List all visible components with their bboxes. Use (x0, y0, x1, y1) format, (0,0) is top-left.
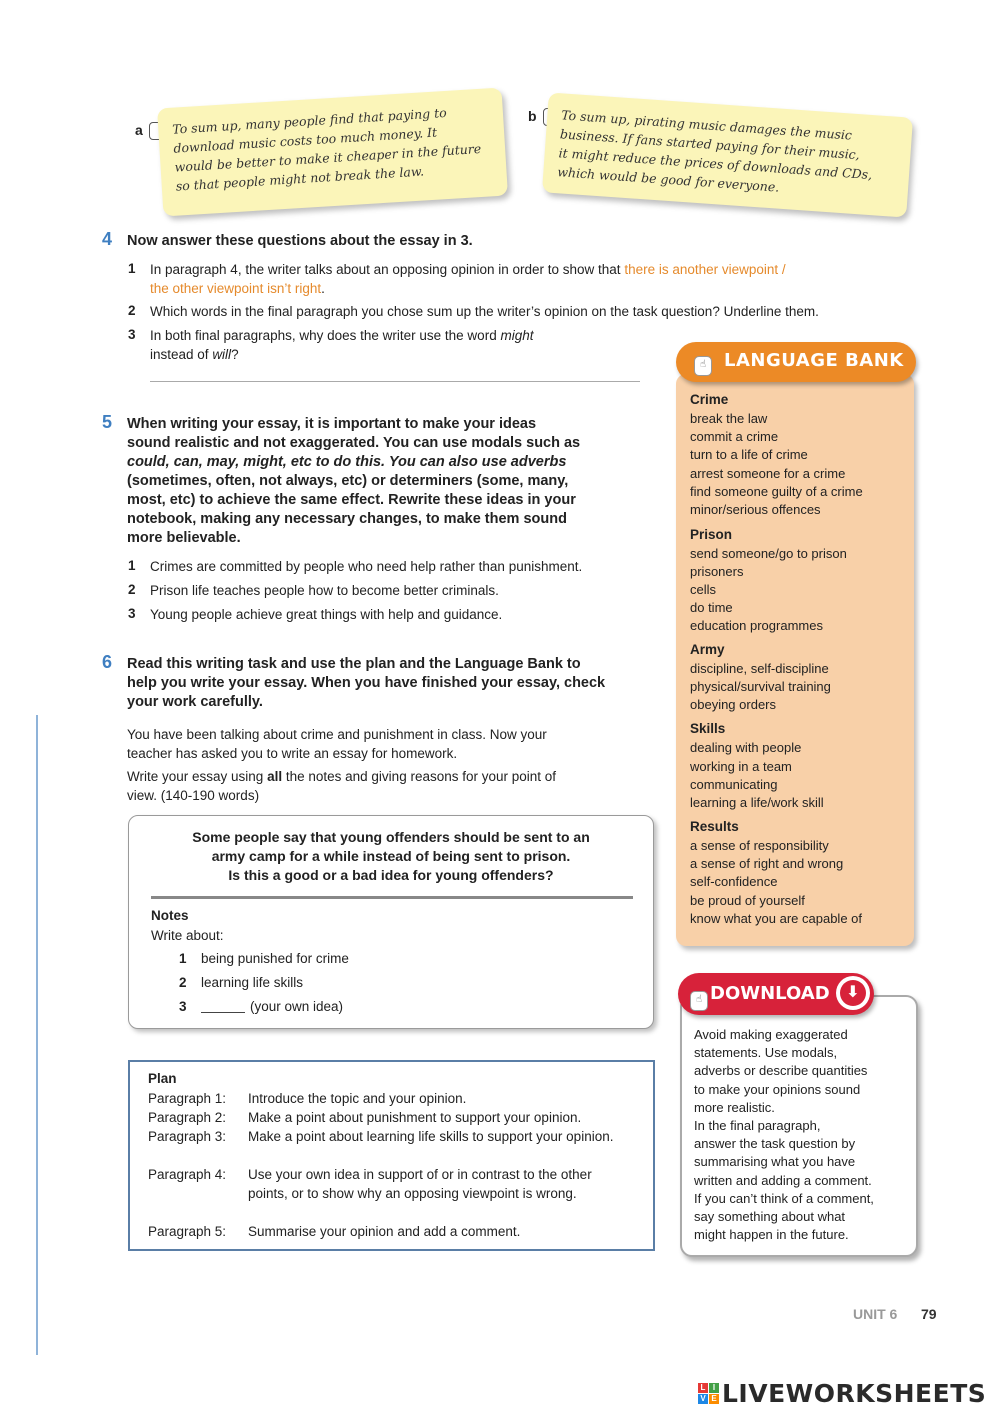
page-number: 79 (921, 1306, 937, 1322)
task-question-line: Is this a good or a bad idea for young offenders? (228, 867, 554, 883)
ex6-instruction-line2: view. (140-190 words) (127, 788, 260, 803)
lb-item: cells (690, 582, 717, 597)
note-number: 2 (179, 975, 187, 990)
brand-name: LIVEWORKSHEETS (722, 1378, 987, 1408)
lb-item: a sense of right and wrong (690, 856, 844, 871)
note-number: 1 (179, 951, 187, 966)
lb-item: dealing with people (690, 740, 802, 755)
plan-box (128, 1060, 655, 1251)
note-number: 3 (179, 999, 187, 1014)
lb-item: prisoners (690, 564, 744, 579)
lb-category: Prison (690, 527, 733, 542)
task-box (128, 815, 654, 1029)
plan-row-label: Paragraph 3: (148, 1129, 227, 1144)
plan-row-label: Paragraph 1: (148, 1091, 227, 1106)
plan-row-label: Paragraph 2: (148, 1110, 227, 1125)
lb-item: commit a crime (690, 429, 779, 444)
liveworksheets-brand (698, 1378, 986, 1408)
plan-row-text: Make a point about punishment to support your opinion. (248, 1110, 582, 1125)
ex4-q3-number: 3 (128, 327, 136, 342)
download-tab (678, 973, 874, 1015)
exercise-5-number: 5 (102, 412, 113, 432)
ex6-context-line: teacher has asked you to write an essay for homework. (127, 746, 458, 761)
ex4-q3-answer-line[interactable] (150, 381, 640, 382)
ex6-context-paragraph (127, 725, 667, 763)
ex5-heading-line: sound realistic and not exaggerated. You can use modals such as (127, 435, 581, 451)
lb-item: physical/survival training (690, 679, 831, 694)
lb-item: send someone/go to prison (690, 546, 847, 561)
ex4-q3-word-might: might (500, 328, 534, 343)
option-b-text: To sum up, pirating music damages the music business. If fans started paying for their music, it might reduce the prices of downloads and CDs, which would be good for everyone. (556, 107, 873, 195)
ex5-item-number: 3 (128, 606, 136, 621)
task-question-line: Some people say that young offenders should be sent to an (192, 829, 590, 845)
download-arrow-icon: ⬇ (836, 976, 870, 1010)
ex5-item-number: 2 (128, 582, 136, 597)
margin-rule (36, 715, 38, 1355)
ex6-heading-line: help you write your essay. When you have finished your essay, check (127, 675, 606, 691)
logo-letter: I (709, 1383, 719, 1393)
ex4-q1-text (150, 260, 920, 298)
lb-item: education programmes (690, 618, 823, 633)
ex4-q2-number: 2 (128, 303, 136, 318)
pointer-hand-icon: ☝ (694, 356, 712, 376)
ex5-heading-line: more believable. (127, 530, 241, 546)
note-text: (your own idea) (250, 999, 344, 1014)
ex6-instruction-a: Write your essay using (127, 769, 264, 784)
notes-title: Notes (151, 908, 189, 923)
download-title: DOWNLOAD (710, 983, 830, 1004)
option-b-letter: b (528, 108, 537, 124)
lb-item: arrest someone for a crime (690, 466, 846, 481)
language-bank-tab (676, 342, 916, 382)
ex6-instruction-paragraph (127, 767, 667, 805)
lb-item: be proud of yourself (690, 893, 805, 908)
lb-item: minor/serious offences (690, 502, 821, 517)
lb-item: learning a life/work skill (690, 795, 824, 810)
ex5-item-text: Crimes are committed by people who need help rather than punishment. (150, 559, 583, 574)
unit-label: UNIT 6 (853, 1306, 898, 1322)
lb-item: find someone guilty of a crime (690, 484, 863, 499)
ex5-item-text: Young people achieve great things with help and guidance. (150, 607, 503, 622)
ex6-context-line: You have been talking about crime and punishment in class. Now your (127, 727, 547, 742)
ex5-item-text: Prison life teaches people how to become better criminals. (150, 583, 499, 598)
ex5-heading-line: When writing your essay, it is important to make your ideas (127, 416, 537, 432)
ex4-q1-stem: In paragraph 4, the writer talks about an opposing opinion in order to show that (150, 262, 621, 277)
logo-letter: E (709, 1394, 719, 1404)
ex6-instruction-b: the notes and giving reasons for your point of (285, 769, 557, 784)
option-a-letter: a (135, 122, 143, 138)
ex4-q1-number: 1 (128, 261, 136, 276)
logo-letter: V (698, 1394, 708, 1404)
lb-category: Army (690, 642, 725, 657)
task-divider (151, 896, 633, 899)
ex4-q3-stem-b: instead of (150, 347, 209, 362)
exercise-4-number: 4 (102, 229, 113, 249)
lb-item: working in a team (690, 759, 792, 774)
lb-category: Crime (690, 392, 729, 407)
exercise-5-heading (127, 415, 657, 548)
ex5-heading-line: most, etc) to achieve the same effect. Rewrite these ideas in your (127, 492, 576, 508)
plan-row-text: Introduce the topic and your opinion. (248, 1091, 467, 1106)
ex5-heading-line: (sometimes, often, not always, etc) or determiners (some, many, (127, 473, 569, 489)
ex4-q3-word-will: will (212, 347, 232, 362)
lb-item: do time (690, 600, 733, 615)
option-a-text: To sum up, many people find that paying to download music costs too much money. It would be better to make it cheaper in the future so that people might not break the law. (171, 104, 482, 194)
pointer-hand-icon: ☝ (690, 991, 708, 1011)
ex5-heading-line: could, can, may, might, etc to do this. You can also use adverbs (127, 454, 567, 470)
ex4-q2-text: Which words in the final paragraph you chose sum up the writer’s opinion on the task question? Underline them. (150, 304, 819, 319)
note-blank-line[interactable] (201, 1012, 245, 1013)
ex6-heading-line: your work carefully. (127, 694, 263, 710)
ex4-q3-end: ? (231, 347, 239, 362)
lb-item: discipline, self-discipline (690, 661, 829, 676)
note-text: being punished for crime (201, 951, 349, 966)
exercise-4-heading: Now answer these questions about the essay in 3. (127, 233, 473, 249)
logo-letter: L (698, 1383, 708, 1393)
lb-item: communicating (690, 777, 778, 792)
lb-item: self-confidence (690, 874, 778, 889)
ex5-heading-line: notebook, making any necessary changes, to make them sound (127, 511, 567, 527)
language-bank-title: LANGUAGE BANK (724, 350, 904, 371)
exercise-6-number: 6 (102, 652, 113, 672)
ex4-q3-stem-a: In both final paragraphs, why does the writer use the word (150, 328, 497, 343)
lb-category: Skills (690, 721, 726, 736)
lb-category: Results (690, 819, 739, 834)
ex6-instruction-bold: all (267, 769, 283, 784)
notes-subtitle: Write about: (151, 928, 224, 943)
plan-title: Plan (148, 1071, 177, 1086)
task-question-line: army camp for a while instead of being sent to prison. (211, 848, 571, 864)
ex5-item-number: 1 (128, 558, 136, 573)
plan-row-label: Paragraph 4: (148, 1167, 227, 1182)
plan-row-text: Use your own idea in support of or in contrast to the other points, or to show why an opposing viewpoint is wrong. (248, 1167, 592, 1201)
ex6-heading-line: Read this writing task and use the plan and the Language Bank to (127, 656, 581, 672)
lb-item: obeying orders (690, 697, 776, 712)
ex4-q1-choice-a[interactable]: there is another viewpoint / (624, 262, 786, 277)
lb-item: break the law (690, 411, 768, 426)
ex4-q1-choice-b[interactable]: the other viewpoint isn’t right (150, 281, 322, 296)
plan-row-text: Make a point about learning life skills to support your opinion. (248, 1129, 614, 1144)
exercise-6-heading (127, 655, 667, 712)
plan-row-label: Paragraph 5: (148, 1224, 227, 1239)
download-tip-text: Avoid making exaggerated statements. Use modals, adverbs or describe quantities to make your opinions sound more realistic. In the final paragraph, answer the task question by summarising what you have written and adding a comment. If you can’t think of a comment, say something about what might happen in the future. (694, 1027, 874, 1243)
note-text: learning life skills (201, 975, 304, 990)
liveworksheets-logo-icon (698, 1383, 719, 1404)
lb-item: turn to a life of crime (690, 447, 808, 462)
ex4-q1-end: . (321, 281, 325, 296)
lb-item: a sense of responsibility (690, 838, 829, 853)
plan-row-text: Summarise your opinion and add a comment. (248, 1224, 521, 1239)
ex4-q3-text (150, 326, 630, 364)
option-b-note (542, 92, 913, 217)
option-a-note (157, 88, 508, 217)
lb-item: know what you are capable of (690, 911, 862, 926)
